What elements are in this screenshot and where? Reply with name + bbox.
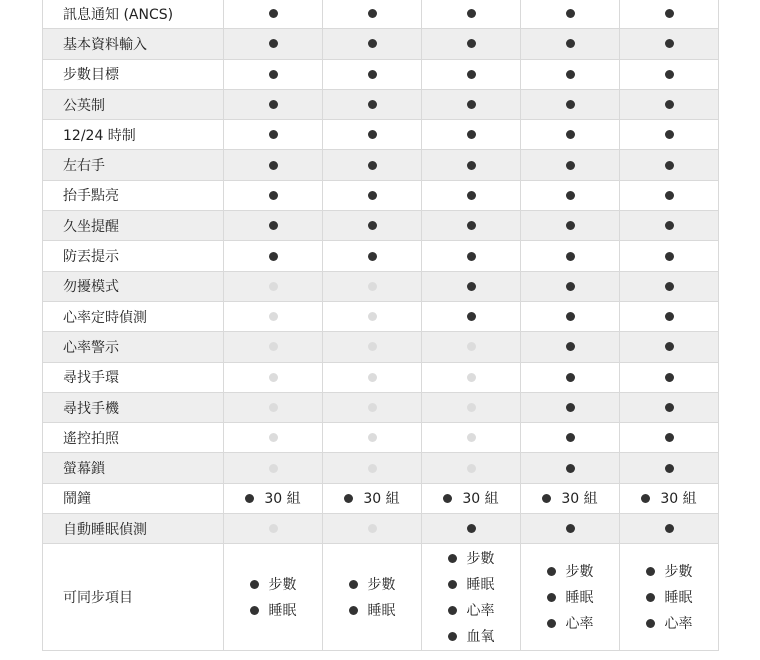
- sync-item: [547, 587, 594, 607]
- supported-dot-icon: [467, 524, 476, 533]
- feature-cell: [323, 211, 422, 241]
- sync-item: [349, 600, 396, 620]
- feature-cell: [620, 271, 719, 301]
- feature-cell: [323, 362, 422, 392]
- feature-cell: [224, 392, 323, 422]
- supported-dot-icon: [566, 100, 575, 109]
- sync-item: [250, 600, 297, 620]
- supported-dot-icon: [566, 161, 575, 170]
- supported-dot-icon: [566, 130, 575, 139]
- feature-label: 勿擾模式: [43, 271, 224, 301]
- table-row: [43, 241, 719, 271]
- supported-dot-icon: [665, 464, 674, 473]
- sync-item: [448, 574, 495, 594]
- supported-dot-icon: [269, 39, 278, 48]
- feature-cell: [224, 89, 323, 119]
- supported-dot-icon: [566, 433, 575, 442]
- feature-cell: [620, 423, 719, 453]
- supported-dot-icon: [368, 70, 377, 79]
- sync-item: [646, 613, 693, 633]
- feature-cell: [620, 241, 719, 271]
- alarm-count: 30 組: [561, 491, 598, 508]
- supported-dot-icon: [269, 191, 278, 200]
- supported-dot-icon: [368, 100, 377, 109]
- feature-cell: [323, 120, 422, 150]
- sync-item-label: 血氧: [466, 629, 495, 646]
- table-row: [43, 180, 719, 210]
- feature-cell: [521, 453, 620, 483]
- feature-comparison-table-wrapper: [42, 0, 718, 651]
- feature-cell: [521, 211, 620, 241]
- supported-dot-icon: [269, 9, 278, 18]
- sync-item-label: 心率: [565, 616, 594, 633]
- feature-cell: [224, 241, 323, 271]
- sync-item-label: 步數: [664, 564, 693, 581]
- feature-cell: [422, 392, 521, 422]
- supported-dot-icon: [250, 606, 259, 615]
- supported-dot-icon: [665, 130, 674, 139]
- supported-dot-icon: [448, 606, 457, 615]
- alarm-cell: [323, 483, 422, 513]
- unsupported-dot-icon: [269, 312, 278, 321]
- unsupported-dot-icon: [368, 433, 377, 442]
- feature-cell: [323, 241, 422, 271]
- feature-cell: [224, 332, 323, 362]
- supported-dot-icon: [368, 252, 377, 261]
- unsupported-dot-icon: [269, 464, 278, 473]
- alarm-count: 30 組: [462, 491, 499, 508]
- supported-dot-icon: [646, 567, 655, 576]
- supported-dot-icon: [566, 464, 575, 473]
- feature-cell: [521, 180, 620, 210]
- feature-cell: [521, 514, 620, 544]
- sync-item: [646, 561, 693, 581]
- feature-cell: [323, 453, 422, 483]
- feature-cell: [422, 332, 521, 362]
- sync-item: [250, 574, 297, 594]
- feature-label: 自動睡眠偵測: [43, 514, 224, 544]
- sync-item: [547, 561, 594, 581]
- supported-dot-icon: [448, 580, 457, 589]
- supported-dot-icon: [349, 580, 358, 589]
- feature-cell: [422, 211, 521, 241]
- feature-cell: [224, 0, 323, 29]
- feature-cell: [521, 392, 620, 422]
- feature-cell: [521, 301, 620, 331]
- sync-item: [349, 574, 396, 594]
- supported-dot-icon: [467, 252, 476, 261]
- supported-dot-icon: [665, 403, 674, 412]
- table-row: [43, 453, 719, 483]
- supported-dot-icon: [665, 433, 674, 442]
- supported-dot-icon: [349, 606, 358, 615]
- supported-dot-icon: [467, 191, 476, 200]
- supported-dot-icon: [547, 567, 556, 576]
- table-row: [43, 120, 719, 150]
- feature-cell: [422, 362, 521, 392]
- supported-dot-icon: [547, 593, 556, 602]
- table-row: [43, 483, 719, 513]
- feature-cell: [224, 362, 323, 392]
- sync-list: [349, 570, 396, 624]
- sync-item: [547, 613, 594, 633]
- feature-cell: [224, 150, 323, 180]
- supported-dot-icon: [467, 39, 476, 48]
- feature-cell: [521, 59, 620, 89]
- unsupported-dot-icon: [368, 524, 377, 533]
- alarm-value: [245, 488, 300, 508]
- supported-dot-icon: [665, 100, 674, 109]
- supported-dot-icon: [646, 619, 655, 628]
- feature-cell: [323, 59, 422, 89]
- feature-cell: [224, 301, 323, 331]
- supported-dot-icon: [566, 221, 575, 230]
- feature-cell: [323, 332, 422, 362]
- supported-dot-icon: [269, 130, 278, 139]
- supported-dot-icon: [566, 9, 575, 18]
- feature-cell: [323, 0, 422, 29]
- alarm-value: [344, 488, 399, 508]
- supported-dot-icon: [665, 221, 674, 230]
- supported-dot-icon: [566, 70, 575, 79]
- supported-dot-icon: [566, 312, 575, 321]
- sync-list: [547, 557, 594, 637]
- table-row: [43, 362, 719, 392]
- feature-label: 遙控拍照: [43, 423, 224, 453]
- unsupported-dot-icon: [269, 433, 278, 442]
- sync-item-label: 步數: [565, 564, 594, 581]
- alarm-count: 30 組: [660, 491, 697, 508]
- feature-cell: [521, 332, 620, 362]
- feature-cell: [620, 211, 719, 241]
- sync-item-label: 步數: [268, 577, 297, 594]
- supported-dot-icon: [269, 252, 278, 261]
- supported-dot-icon: [566, 403, 575, 412]
- feature-label: 尋找手環: [43, 362, 224, 392]
- feature-cell: [620, 453, 719, 483]
- supported-dot-icon: [542, 494, 551, 503]
- supported-dot-icon: [467, 130, 476, 139]
- feature-label: 心率定時偵測: [43, 301, 224, 331]
- unsupported-dot-icon: [467, 342, 476, 351]
- supported-dot-icon: [467, 221, 476, 230]
- feature-cell: [521, 150, 620, 180]
- sync-cell: [422, 544, 521, 651]
- feature-cell: [422, 150, 521, 180]
- feature-cell: [224, 423, 323, 453]
- feature-label: 心率警示: [43, 332, 224, 362]
- supported-dot-icon: [566, 282, 575, 291]
- feature-cell: [422, 453, 521, 483]
- feature-cell: [521, 120, 620, 150]
- feature-cell: [521, 29, 620, 59]
- feature-cell: [323, 392, 422, 422]
- sync-item-label: 心率: [466, 603, 495, 620]
- sync-cell: [323, 544, 422, 651]
- feature-cell: [422, 59, 521, 89]
- supported-dot-icon: [566, 191, 575, 200]
- feature-cell: [422, 0, 521, 29]
- feature-cell: [323, 271, 422, 301]
- supported-dot-icon: [665, 252, 674, 261]
- alarm-value: [542, 488, 597, 508]
- sync-list: [250, 570, 297, 624]
- unsupported-dot-icon: [368, 282, 377, 291]
- table-row: [43, 301, 719, 331]
- feature-cell: [422, 120, 521, 150]
- feature-label: 基本資料輸入: [43, 29, 224, 59]
- supported-dot-icon: [245, 494, 254, 503]
- supported-dot-icon: [641, 494, 650, 503]
- feature-cell: [224, 120, 323, 150]
- supported-dot-icon: [368, 191, 377, 200]
- feature-cell: [422, 514, 521, 544]
- table-row: [43, 59, 719, 89]
- feature-label: 防丟提示: [43, 241, 224, 271]
- sync-item-label: 睡眠: [367, 603, 396, 620]
- feature-cell: [422, 29, 521, 59]
- unsupported-dot-icon: [269, 524, 278, 533]
- feature-comparison-table: [42, 0, 719, 651]
- sync-cell: [521, 544, 620, 651]
- supported-dot-icon: [443, 494, 452, 503]
- supported-dot-icon: [269, 100, 278, 109]
- feature-cell: [521, 241, 620, 271]
- feature-cell: [620, 29, 719, 59]
- supported-dot-icon: [566, 342, 575, 351]
- unsupported-dot-icon: [269, 282, 278, 291]
- feature-label: 訊息通知 (ANCS): [43, 0, 224, 29]
- table-body: [43, 0, 719, 651]
- supported-dot-icon: [665, 282, 674, 291]
- supported-dot-icon: [665, 161, 674, 170]
- feature-cell: [620, 150, 719, 180]
- sync-item: [448, 600, 495, 620]
- unsupported-dot-icon: [467, 373, 476, 382]
- feature-cell: [422, 241, 521, 271]
- feature-cell: [224, 453, 323, 483]
- supported-dot-icon: [368, 161, 377, 170]
- table-row: [43, 271, 719, 301]
- feature-cell: [323, 423, 422, 453]
- supported-dot-icon: [250, 580, 259, 589]
- unsupported-dot-icon: [368, 373, 377, 382]
- sync-cell: [620, 544, 719, 651]
- feature-cell: [521, 89, 620, 119]
- supported-dot-icon: [665, 70, 674, 79]
- unsupported-dot-icon: [269, 342, 278, 351]
- unsupported-dot-icon: [368, 342, 377, 351]
- feature-cell: [224, 59, 323, 89]
- alarm-cell: [620, 483, 719, 513]
- table-row: [43, 0, 719, 29]
- supported-dot-icon: [566, 373, 575, 382]
- unsupported-dot-icon: [467, 403, 476, 412]
- supported-dot-icon: [665, 312, 674, 321]
- table-row: [43, 211, 719, 241]
- supported-dot-icon: [547, 619, 556, 628]
- feature-label: 12/24 時制: [43, 120, 224, 150]
- supported-dot-icon: [269, 221, 278, 230]
- supported-dot-icon: [467, 312, 476, 321]
- feature-cell: [620, 514, 719, 544]
- supported-dot-icon: [566, 524, 575, 533]
- feature-cell: [521, 423, 620, 453]
- feature-label: 鬧鐘: [43, 483, 224, 513]
- feature-cell: [323, 29, 422, 59]
- feature-cell: [323, 89, 422, 119]
- feature-cell: [620, 332, 719, 362]
- alarm-cell: [224, 483, 323, 513]
- supported-dot-icon: [665, 524, 674, 533]
- alarm-value: [443, 488, 498, 508]
- table-row: [43, 29, 719, 59]
- feature-label: 公英制: [43, 89, 224, 119]
- feature-cell: [422, 180, 521, 210]
- feature-cell: [323, 514, 422, 544]
- supported-dot-icon: [665, 39, 674, 48]
- feature-cell: [620, 301, 719, 331]
- supported-dot-icon: [467, 282, 476, 291]
- sync-item-label: 睡眠: [268, 603, 297, 620]
- supported-dot-icon: [646, 593, 655, 602]
- feature-cell: [422, 301, 521, 331]
- unsupported-dot-icon: [467, 464, 476, 473]
- feature-cell: [224, 514, 323, 544]
- sync-list: [448, 544, 495, 650]
- sync-item-label: 步數: [466, 551, 495, 568]
- sync-item: [646, 587, 693, 607]
- table-row: [43, 150, 719, 180]
- alarm-count: 30 組: [363, 491, 400, 508]
- supported-dot-icon: [566, 39, 575, 48]
- feature-cell: [224, 211, 323, 241]
- feature-cell: [323, 150, 422, 180]
- unsupported-dot-icon: [467, 433, 476, 442]
- feature-cell: [224, 180, 323, 210]
- supported-dot-icon: [665, 373, 674, 382]
- feature-label: 抬手點亮: [43, 180, 224, 210]
- supported-dot-icon: [368, 39, 377, 48]
- supported-dot-icon: [665, 342, 674, 351]
- feature-cell: [323, 180, 422, 210]
- supported-dot-icon: [448, 632, 457, 641]
- feature-cell: [620, 59, 719, 89]
- supported-dot-icon: [269, 161, 278, 170]
- feature-cell: [224, 271, 323, 301]
- feature-cell: [620, 120, 719, 150]
- alarm-value: [641, 488, 696, 508]
- supported-dot-icon: [467, 70, 476, 79]
- feature-cell: [620, 89, 719, 119]
- supported-dot-icon: [665, 191, 674, 200]
- supported-dot-icon: [448, 554, 457, 563]
- feature-cell: [422, 89, 521, 119]
- feature-label: 久坐提醒: [43, 211, 224, 241]
- alarm-count: 30 組: [264, 491, 301, 508]
- feature-label: 尋找手機: [43, 392, 224, 422]
- table-row: [43, 514, 719, 544]
- supported-dot-icon: [467, 9, 476, 18]
- sync-cell: [224, 544, 323, 651]
- sync-item: [448, 548, 495, 568]
- feature-cell: [521, 0, 620, 29]
- sync-item-label: 睡眠: [664, 590, 693, 607]
- sync-list: [646, 557, 693, 637]
- feature-label: 螢幕鎖: [43, 453, 224, 483]
- supported-dot-icon: [566, 252, 575, 261]
- sync-item-label: 心率: [664, 616, 693, 633]
- sync-item-label: 睡眠: [565, 590, 594, 607]
- unsupported-dot-icon: [269, 373, 278, 382]
- feature-cell: [224, 29, 323, 59]
- feature-cell: [422, 271, 521, 301]
- feature-cell: [422, 423, 521, 453]
- unsupported-dot-icon: [269, 403, 278, 412]
- alarm-cell: [422, 483, 521, 513]
- unsupported-dot-icon: [368, 464, 377, 473]
- feature-cell: [620, 362, 719, 392]
- unsupported-dot-icon: [368, 312, 377, 321]
- table-row: [43, 423, 719, 453]
- alarm-cell: [521, 483, 620, 513]
- supported-dot-icon: [368, 9, 377, 18]
- sync-item-label: 步數: [367, 577, 396, 594]
- table-row: [43, 544, 719, 651]
- table-row: [43, 89, 719, 119]
- feature-cell: [620, 392, 719, 422]
- feature-cell: [323, 301, 422, 331]
- feature-label: 左右手: [43, 150, 224, 180]
- sync-item: [448, 626, 495, 646]
- supported-dot-icon: [269, 70, 278, 79]
- feature-cell: [620, 0, 719, 29]
- feature-label: 可同步項目: [43, 544, 224, 651]
- table-row: [43, 332, 719, 362]
- supported-dot-icon: [665, 9, 674, 18]
- supported-dot-icon: [368, 130, 377, 139]
- feature-cell: [620, 180, 719, 210]
- sync-item-label: 睡眠: [466, 577, 495, 594]
- supported-dot-icon: [344, 494, 353, 503]
- feature-label: 步數目標: [43, 59, 224, 89]
- table-row: [43, 392, 719, 422]
- supported-dot-icon: [467, 161, 476, 170]
- feature-cell: [521, 362, 620, 392]
- supported-dot-icon: [467, 100, 476, 109]
- supported-dot-icon: [368, 221, 377, 230]
- unsupported-dot-icon: [368, 403, 377, 412]
- feature-cell: [521, 271, 620, 301]
